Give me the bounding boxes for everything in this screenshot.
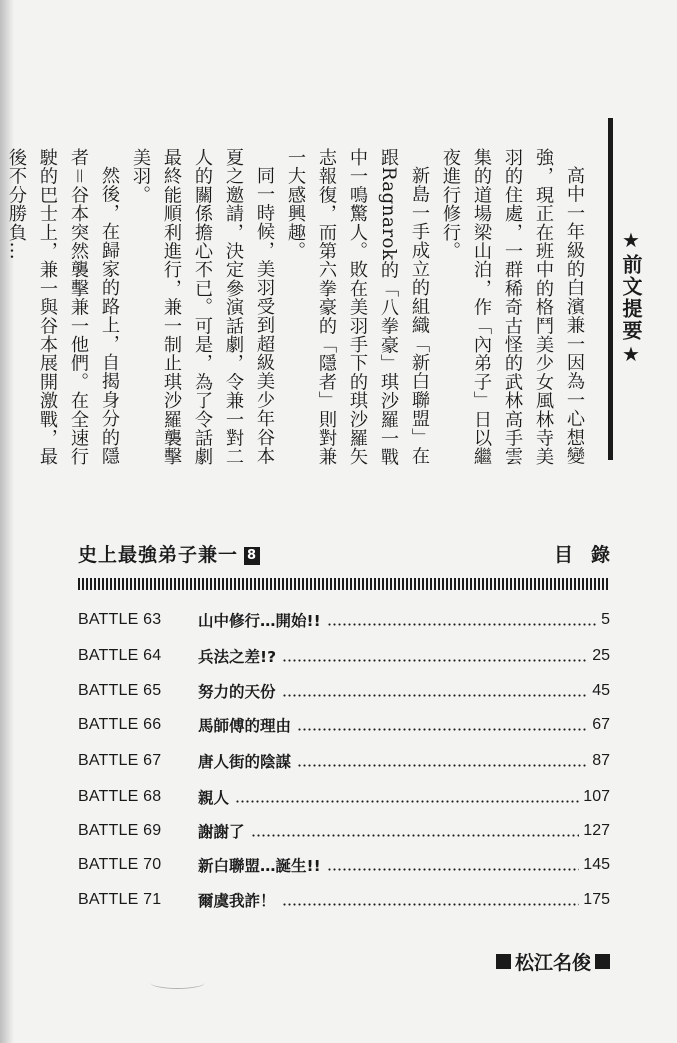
- hatched-divider: [78, 578, 610, 590]
- toc-entry[interactable]: [78, 851, 610, 879]
- toc-dot-leader: [282, 903, 580, 906]
- toc-entry[interactable]: [78, 711, 610, 739]
- synopsis-paragraph: 然後，在歸家的路上，自揭身分的隱者＝谷本突然襲擊兼一他們。在全速行駛的巴士上，兼一與谷本展開激戰，最後不分勝負…: [6, 148, 120, 466]
- toc-dot-leader: [297, 728, 588, 731]
- toc-dot-leader: [327, 623, 597, 626]
- toc-dot-leader: [327, 868, 580, 871]
- toc-label: 目錄: [553, 544, 628, 566]
- synopsis-heading: ★前文提要★: [619, 228, 643, 368]
- toc-entry[interactable]: [78, 886, 610, 914]
- square-bullet-icon: [496, 954, 511, 969]
- toc-battle-number: BATTLE 64: [78, 647, 162, 664]
- toc-page-number: 67: [592, 716, 610, 733]
- toc-chapter-title: 親人: [198, 789, 230, 807]
- toc-page-number: 127: [583, 822, 610, 839]
- toc-battle-number: BATTLE 71: [78, 891, 162, 908]
- toc-entry[interactable]: [78, 606, 610, 634]
- toc-page-number: 5: [601, 611, 610, 628]
- toc-chapter-title: 唐人街的陰謀: [198, 753, 292, 771]
- toc-page-number: 107: [583, 788, 610, 805]
- toc-entry[interactable]: [78, 642, 610, 670]
- toc-dot-leader: [235, 800, 579, 803]
- toc-entry[interactable]: [78, 783, 610, 811]
- toc-chapter-title: 努力的天份: [198, 683, 276, 701]
- toc-dot-leader: [251, 834, 580, 837]
- volume-badge: 8: [244, 547, 260, 565]
- toc-battle-number: BATTLE 65: [78, 682, 162, 699]
- toc-chapter-title: 山中修行…開始!!: [198, 612, 321, 630]
- toc-page-number: 145: [583, 856, 610, 873]
- synopsis-rule: [608, 118, 613, 460]
- synopsis-text: [6, 148, 590, 478]
- toc-dot-leader: [297, 764, 588, 767]
- toc-chapter-title: 兵法之差!?: [198, 648, 277, 666]
- toc-entry[interactable]: [78, 677, 610, 705]
- toc-battle-number: BATTLE 70: [78, 856, 162, 873]
- toc-battle-number: BATTLE 68: [78, 788, 162, 805]
- toc-page-number: 175: [583, 891, 610, 908]
- author-credit: [496, 948, 610, 975]
- synopsis-paragraph: 新島一手成立的組織「新白聯盟」在跟Ragnarok的「八拳豪」琪沙羅一戰中一鳴驚人。敗在美羽手下的琪沙羅矢志報復，而第六拳豪的「隱者」則對兼一大感興趣。: [285, 148, 430, 467]
- toc-page-number: 87: [592, 752, 610, 769]
- toc-header: [78, 540, 628, 574]
- toc-page-number: 25: [592, 647, 610, 664]
- toc-dot-leader: [282, 659, 588, 662]
- toc-page-number: 45: [592, 682, 610, 699]
- book-title: [78, 540, 260, 567]
- synopsis-paragraph: 高中一年級的白濱兼一因為一心想變強，現正在班中的格鬥美少女風林寺美羽的住處，一群稀奇古怪的武林高手雲集的道場梁山泊，作「內弟子」日以繼夜進行修行。: [440, 148, 585, 466]
- toc-chapter-title: 爾虞我詐！: [198, 892, 276, 910]
- toc-battle-number: BATTLE 66: [78, 716, 162, 733]
- book-title-text: 史上最強弟子兼一: [78, 544, 239, 566]
- toc-chapter-title: 謝謝了: [198, 823, 245, 841]
- toc-entry[interactable]: [78, 817, 610, 845]
- pencil-mark: [150, 976, 205, 989]
- toc-battle-number: BATTLE 67: [78, 752, 162, 769]
- toc-dot-leader: [282, 694, 589, 697]
- author-name: 松江名俊: [514, 952, 591, 974]
- toc-battle-number: BATTLE 63: [78, 611, 162, 628]
- toc-entry[interactable]: [78, 747, 610, 775]
- synopsis-paragraph: 同一時候，美羽受到超級美少年谷本夏之邀請，決定參演話劇，令兼一對二人的關係擔心不已。可是，為了令話劇最終能順利進行，兼一制止琪沙羅襲擊美羽。: [130, 148, 275, 466]
- toc-chapter-title: 馬師傅的理由: [198, 717, 292, 735]
- toc-battle-number: BATTLE 69: [78, 822, 162, 839]
- toc-chapter-title: 新白聯盟…誕生!!: [198, 857, 321, 875]
- square-bullet-icon: [595, 954, 610, 969]
